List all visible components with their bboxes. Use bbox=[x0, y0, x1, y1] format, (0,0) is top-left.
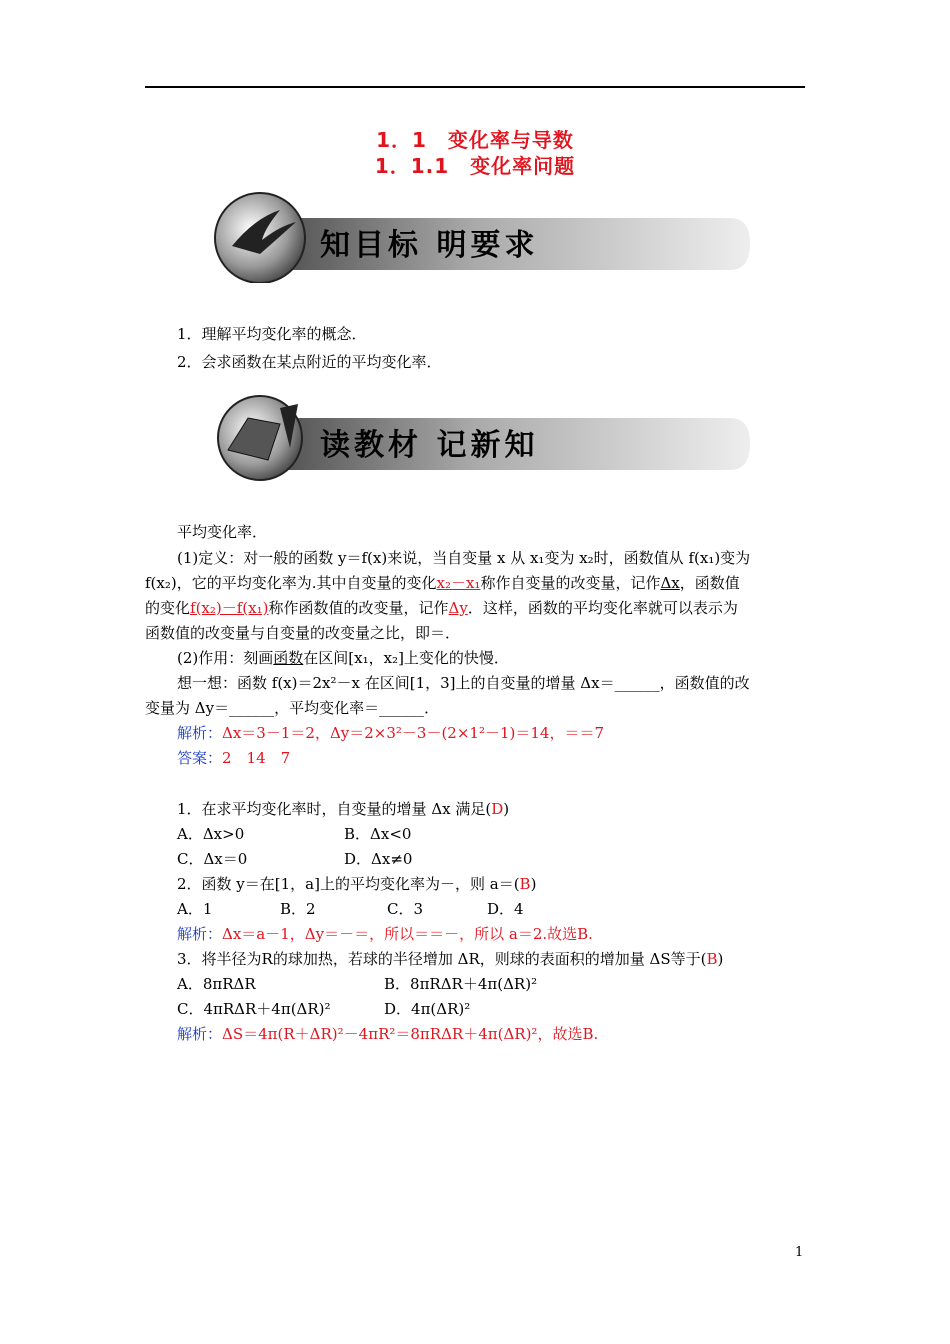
q2-solution: 解析：Δx＝a－1，Δy＝－＝，所以＝＝－，所以 a＝2.故选B. bbox=[177, 925, 593, 943]
options-q1: C．Δx＝0 D．Δx≠0 bbox=[177, 850, 413, 868]
use-line: (2)作用：刻画函数在区间[x₁，x₂]上变化的快慢． bbox=[177, 649, 509, 667]
section-heading: 平均变化率． bbox=[177, 523, 268, 541]
options-q3: C．4πRΔR＋4π(ΔR)² D．4π(ΔR)² bbox=[177, 1000, 471, 1018]
section-title: 1．1 变化率与导数 bbox=[376, 128, 574, 152]
definition-line: 的变化f(x₂)－f(x₁)称作函数值的改变量，记作Δy．这样，函数的平均变化率就可以表示为 bbox=[145, 599, 738, 617]
options-q2: A．1 B．2 C．3 D．4 bbox=[177, 900, 524, 918]
answer-blank: Δy bbox=[448, 599, 468, 617]
page-number: 1 bbox=[795, 1245, 804, 1260]
subsection-title: 1．1.1 变化率问题 bbox=[374, 154, 576, 178]
answer-blank: f(x₂)－f(x₁) bbox=[190, 599, 269, 617]
question-3: 3．将半径为R的球加热，若球的半径增加 ΔR，则球的表面积的增加量 ΔS等于(B) bbox=[177, 950, 724, 968]
goal-item: 2．会求函数在某点附近的平均变化率． bbox=[177, 353, 442, 371]
think-answer: 答案：2 14 7 bbox=[177, 749, 291, 767]
think-line: 想一想：函数 f(x)＝2x²－x 在区间[1，3]上的自变量的增量 Δx＝______，函数值的改 bbox=[177, 674, 750, 692]
goals-banner-text: 知目标 明要求 bbox=[320, 228, 539, 263]
think-line: 变量为 Δy＝______，平均变化率＝______． bbox=[145, 699, 440, 717]
options-q1: A．Δx>0 B．Δx<0 bbox=[177, 825, 412, 843]
reading-banner-text: 读教材 记新知 bbox=[320, 428, 539, 463]
answer-blank: x₂－x₁ bbox=[436, 574, 481, 592]
definition-line: f(x₂)，它的平均变化率为.其中自变量的变化x₂－x₁称作自变量的改变量，记作Δx，函数值 bbox=[145, 574, 740, 592]
options-q3: A．8πRΔR B．8πRΔR＋4π(ΔR)² bbox=[177, 975, 538, 993]
goal-item: 1．理解平均变化率的概念． bbox=[177, 325, 367, 343]
think-solution: 解析：Δx＝3－1＝2，Δy＝2×3²－3－(2×1²－1)＝14，＝＝7 bbox=[177, 724, 605, 742]
reading-banner bbox=[210, 388, 755, 468]
definition-line: (1)定义：对一般的函数 y＝f(x)来说，当自变量 x 从 x₁变为 x₂时，函数值从 f(x₁)变为 bbox=[177, 549, 751, 567]
answer-blank: Δx bbox=[660, 574, 680, 592]
q3-solution: 解析：ΔS＝4π(R＋ΔR)²－4πR²＝8πRΔR＋4π(ΔR)²，故选B. bbox=[177, 1025, 599, 1043]
goals-banner bbox=[210, 188, 755, 268]
question-2: 2．函数 y＝在[1，a]上的平均变化率为－，则 a＝(B) bbox=[177, 875, 537, 893]
question-1: 1．在求平均变化率时，自变量的增量 Δx 满足(D) bbox=[177, 800, 510, 818]
definition-line: 函数值的改变量与自变量的改变量之比，即＝． bbox=[145, 624, 461, 642]
header-rule bbox=[145, 86, 805, 88]
